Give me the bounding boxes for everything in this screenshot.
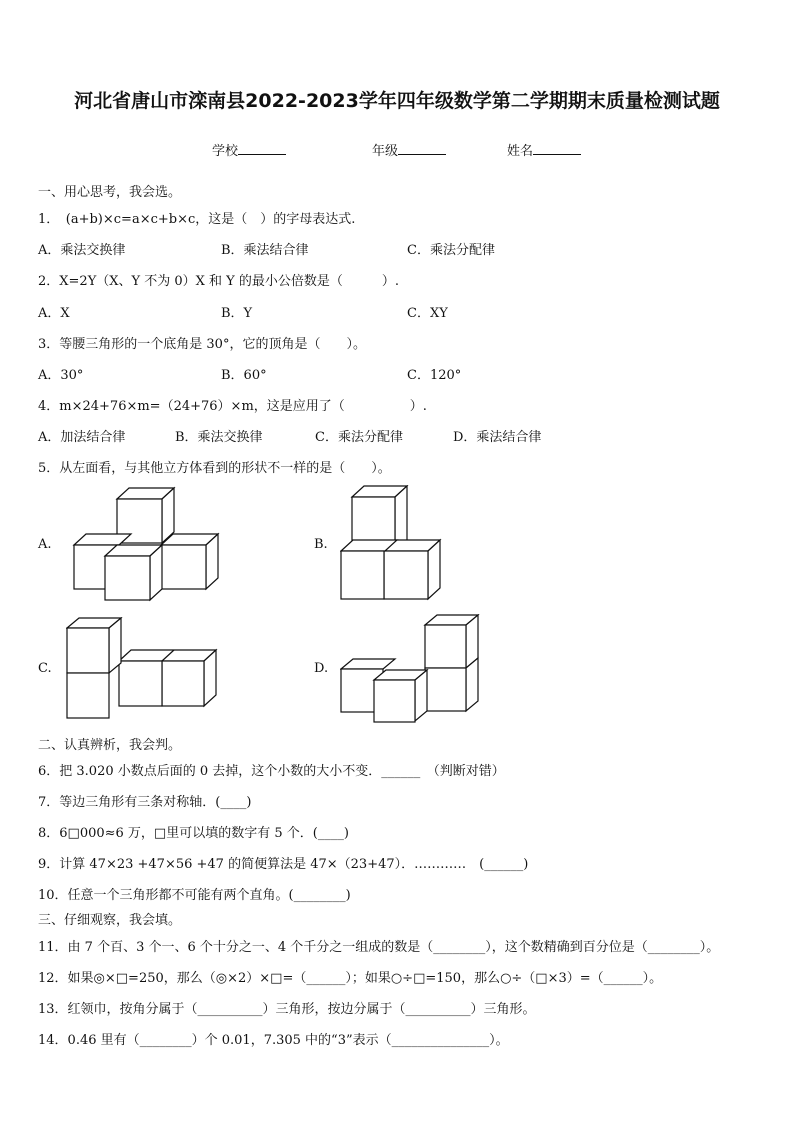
q1-option-a[interactable]: A．乘法交换律 <box>38 243 126 258</box>
question-5: 5．从左面看，与其他立方体看到的形状不一样的是（ ）。 <box>38 461 391 476</box>
question-4: 4．m×24+76×m=（24+76）×m，这是应用了（ ）. <box>38 399 427 414</box>
q2-option-c[interactable]: C．XY <box>407 306 448 321</box>
q3-option-c[interactable]: C．120° <box>407 368 462 383</box>
grade-field <box>372 140 446 159</box>
q2-option-a[interactable]: A．X <box>38 306 70 321</box>
name-field <box>507 140 581 159</box>
question-9: 9．计算 47×23 +47×56 +47 的简便算法是 47×（23+47）．………… (______) <box>38 857 529 872</box>
q3-option-a[interactable]: A．30° <box>38 368 84 383</box>
question-11: 11．由 7 个百、3 个一、6 个十分之一、4 个千分之一组成的数是（________），这个数精确到百分位是（________）。 <box>38 940 720 955</box>
school-field <box>212 140 286 159</box>
question-1: 1． (a+b)×c=a×c+b×c，这是（ ）的字母表达式. <box>38 212 356 227</box>
section-3-heading: 三、仔细观察，我会填。 <box>38 913 182 928</box>
question-6: 6．把 3.020 小数点后面的 0 去掉，这个小数的大小不变．______ （判断对错） <box>38 764 505 779</box>
question-2: 2．X=2Y（X、Y 不为 0）X 和 Y 的最小公倍数是（ ）. <box>38 274 400 289</box>
grade-blank[interactable] <box>398 142 446 155</box>
q4-option-a[interactable]: A．加法结合律 <box>38 430 126 445</box>
question-12: 12．如果◎×□=250，那么（◎×2）×□=（______）；如果○÷□=150，那么○÷（□×3）=（______）。 <box>38 971 663 986</box>
question-13: 13．红领巾，按角分属于（__________）三角形，按边分属于（__________）三角形。 <box>38 1002 536 1017</box>
question-3: 3．等腰三角形的一个底角是 30°，它的顶角是（ ）。 <box>38 337 366 352</box>
q4-option-d[interactable]: D．乘法结合律 <box>453 430 542 445</box>
q1-option-b[interactable]: B．乘法结合律 <box>221 243 309 258</box>
name-blank[interactable] <box>533 142 581 155</box>
cube-figure-c <box>66 617 221 722</box>
q5-option-b[interactable]: B. <box>314 537 328 552</box>
q4-option-b[interactable]: B．乘法交换律 <box>175 430 263 445</box>
q5-option-a[interactable]: A. <box>38 537 52 552</box>
q4-option-c[interactable]: C．乘法分配律 <box>315 430 403 445</box>
section-2-heading: 二、认真辨析，我会判。 <box>38 738 182 753</box>
grade-label: 年级 <box>372 144 399 159</box>
section-1-heading: 一、用心思考，我会选。 <box>38 185 182 200</box>
q2-option-b[interactable]: B．Y <box>221 306 253 321</box>
cube-figure-b <box>340 485 450 605</box>
q5-option-d[interactable]: D. <box>314 661 329 676</box>
question-8: 8．6□000≈6 万，□里可以填的数字有 5 个．(____) <box>38 826 349 841</box>
q5-option-c[interactable]: C. <box>38 661 52 676</box>
question-14: 14．0.46 里有（________）个 0.01，7.305 中的“3”表示（_______________）。 <box>38 1033 509 1048</box>
question-7: 7．等边三角形有三条对称轴．(____) <box>38 795 252 810</box>
school-label: 学校 <box>212 144 239 159</box>
school-blank[interactable] <box>238 142 286 155</box>
q1-option-c[interactable]: C．乘法分配律 <box>407 243 495 258</box>
question-10: 10．任意一个三角形都不可能有两个直角。(________) <box>38 888 351 903</box>
page-title: 河北省唐山市滦南县2022-2023学年四年级数学第二学期期末质量检测试题 <box>74 90 720 112</box>
q3-option-b[interactable]: B．60° <box>221 368 267 383</box>
cube-figure-a <box>70 485 220 605</box>
name-label: 姓名 <box>507 144 534 159</box>
cube-figure-d <box>340 614 480 726</box>
